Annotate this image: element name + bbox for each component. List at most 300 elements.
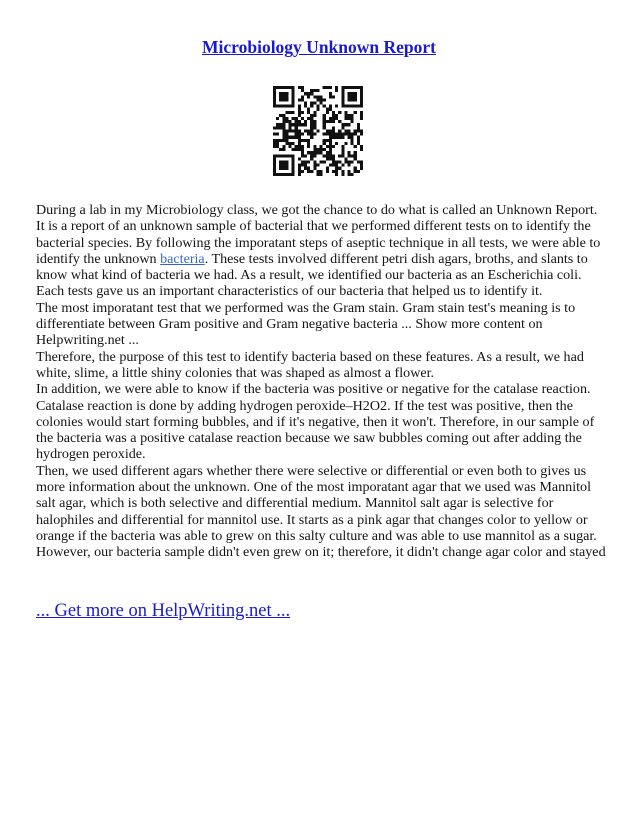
qr-module	[282, 95, 285, 98]
qr-module	[301, 154, 304, 157]
qr-module	[307, 170, 310, 173]
qr-module	[301, 98, 304, 101]
qr-module	[282, 123, 285, 126]
qr-module	[279, 114, 282, 117]
qr-module	[360, 160, 363, 163]
qr-module	[289, 173, 292, 176]
qr-module	[310, 129, 313, 132]
qr-module	[292, 136, 295, 139]
qr-module	[354, 151, 357, 154]
qr-module	[351, 95, 354, 98]
qr-module	[326, 120, 329, 123]
qr-module	[335, 170, 338, 173]
qr-module	[282, 164, 285, 167]
qr-module	[326, 157, 329, 160]
qr-module	[354, 129, 357, 132]
qr-module	[338, 129, 341, 132]
qr-module	[282, 86, 285, 89]
qr-module	[360, 145, 363, 148]
qr-module	[310, 154, 313, 157]
qr-module	[304, 164, 307, 167]
qr-module	[360, 98, 363, 101]
qr-module	[276, 133, 279, 136]
qr-module	[316, 129, 319, 132]
qr-module	[326, 86, 329, 89]
qr-module	[295, 123, 298, 126]
qr-module	[313, 89, 316, 92]
qr-module	[301, 133, 304, 136]
qr-module	[347, 151, 350, 154]
qr-module	[360, 148, 363, 151]
qr-module	[341, 136, 344, 139]
qr-module	[304, 120, 307, 123]
qr-module	[282, 114, 285, 117]
qr-module	[332, 154, 335, 157]
qr-module	[344, 157, 347, 160]
qr-module	[307, 145, 310, 148]
qr-module	[316, 108, 319, 111]
qr-module	[276, 105, 279, 108]
qr-module	[347, 170, 350, 173]
qr-module	[351, 120, 354, 123]
qr-module	[329, 148, 332, 151]
qr-module	[295, 117, 298, 120]
qr-module	[338, 154, 341, 157]
report-body	[36, 202, 606, 561]
qr-module	[292, 95, 295, 98]
qr-module	[332, 136, 335, 139]
qr-module	[329, 105, 332, 108]
qr-module	[323, 120, 326, 123]
qr-module	[354, 98, 357, 101]
paragraph-purpose: Therefore, the purpose of this test to identify bacteria based on these features. As a result, we had white, slime, a little shiny colonies that was shaped as almost a flower.	[36, 348, 584, 381]
qr-module	[276, 126, 279, 129]
qr-module	[323, 105, 326, 108]
qr-module	[310, 89, 313, 92]
qr-module	[273, 139, 276, 142]
qr-module	[292, 86, 295, 89]
qr-module	[320, 95, 323, 98]
qr-module	[351, 98, 354, 101]
qr-module	[354, 95, 357, 98]
qr-module	[298, 164, 301, 167]
qr-module	[313, 145, 316, 148]
qr-module	[292, 92, 295, 95]
qr-module	[341, 126, 344, 129]
qr-module	[282, 148, 285, 151]
qr-module	[360, 102, 363, 105]
qr-module	[344, 86, 347, 89]
qr-module	[347, 133, 350, 136]
qr-module	[289, 120, 292, 123]
qr-module	[304, 102, 307, 105]
qr-module	[289, 126, 292, 129]
qr-module	[285, 139, 288, 142]
qr-module	[304, 105, 307, 108]
qr-module	[329, 129, 332, 132]
qr-module	[323, 123, 326, 126]
qr-module	[282, 129, 285, 132]
qr-module	[354, 167, 357, 170]
qr-module	[357, 142, 360, 145]
qr-module	[360, 133, 363, 136]
qr-module	[295, 148, 298, 151]
qr-module	[347, 154, 350, 157]
qr-module	[285, 133, 288, 136]
qr-module	[357, 160, 360, 163]
qr-module	[332, 117, 335, 120]
qr-module	[276, 154, 279, 157]
qr-module	[338, 120, 341, 123]
qr-module	[360, 95, 363, 98]
qr-module	[298, 98, 301, 101]
qr-module	[313, 123, 316, 126]
qr-module	[341, 170, 344, 173]
qr-module	[347, 123, 350, 126]
qr-module	[285, 154, 288, 157]
qr-module	[320, 151, 323, 154]
qr-module	[360, 117, 363, 120]
qr-module	[347, 86, 350, 89]
qr-module	[351, 86, 354, 89]
qr-module	[323, 142, 326, 145]
qr-module	[289, 86, 292, 89]
qr-module	[301, 151, 304, 154]
qr-module	[351, 114, 354, 117]
qr-module	[282, 120, 285, 123]
qr-module	[326, 139, 329, 142]
qr-module	[347, 114, 350, 117]
qr-module	[335, 167, 338, 170]
qr-module	[301, 139, 304, 142]
qr-module	[292, 148, 295, 151]
qr-module	[338, 160, 341, 163]
qr-module	[307, 167, 310, 170]
qr-module	[351, 105, 354, 108]
qr-module	[289, 105, 292, 108]
qr-module	[316, 151, 319, 154]
qr-module	[292, 170, 295, 173]
qr-module	[360, 114, 363, 117]
qr-module	[323, 117, 326, 120]
qr-module	[307, 95, 310, 98]
qr-module	[341, 154, 344, 157]
qr-module	[279, 139, 282, 142]
qr-module	[298, 86, 301, 89]
qr-module	[347, 105, 350, 108]
qr-module	[292, 160, 295, 163]
qr-module	[351, 133, 354, 136]
qr-module	[316, 105, 319, 108]
qr-module	[338, 111, 341, 114]
qr-module	[313, 167, 316, 170]
qr-module	[329, 151, 332, 154]
qr-module	[332, 160, 335, 163]
qr-module	[344, 111, 347, 114]
qr-module	[292, 173, 295, 176]
qr-module	[347, 95, 350, 98]
qr-module	[341, 123, 344, 126]
qr-module	[357, 129, 360, 132]
qr-module	[273, 133, 276, 136]
get-more-container	[36, 600, 290, 622]
qr-module	[292, 89, 295, 92]
qr-module	[347, 117, 350, 120]
qr-module	[347, 164, 350, 167]
qr-module	[276, 145, 279, 148]
qr-module	[282, 133, 285, 136]
qr-module	[351, 160, 354, 163]
qr-module	[276, 86, 279, 89]
qr-module	[310, 120, 313, 123]
qr-module	[276, 117, 279, 120]
qr-module	[354, 111, 357, 114]
qr-module	[323, 114, 326, 117]
qr-module	[323, 160, 326, 163]
qr-module	[273, 154, 276, 157]
qr-module	[304, 167, 307, 170]
get-more-link[interactable]: ... Get more on HelpWriting.net ...	[36, 601, 291, 621]
paragraph-agars: Then, we used different agars whether there were selective or differential or even both to gives us more information about the unknown. One of the most imporatant agar that we used was Mannitol salt agar, which is both selective and differential medium. Mannitol salt agar is selective for halophiles and differential for mannitol use. It starts as a pink agar that changes color to yellow or orange if the bacteria was able to grew on this salty culture and was able to use mannitol as a sugar. However, our bacteria sample didn't even grew on it; therefore, it didn't change agar color and stayed	[36, 462, 606, 561]
qr-module	[313, 114, 316, 117]
qr-module	[344, 142, 347, 145]
qr-module	[276, 142, 279, 145]
qr-module	[310, 126, 313, 129]
qr-module	[292, 111, 295, 114]
qr-module	[323, 148, 326, 151]
qr-module	[282, 173, 285, 176]
qr-module	[289, 142, 292, 145]
qr-module	[332, 133, 335, 136]
qr-module	[282, 154, 285, 157]
qr-module	[298, 136, 301, 139]
qr-module	[313, 133, 316, 136]
qr-module	[354, 157, 357, 160]
qr-module	[326, 129, 329, 132]
qr-module	[326, 151, 329, 154]
qr-module	[304, 154, 307, 157]
qr-module	[273, 157, 276, 160]
qr-module	[310, 92, 313, 95]
qr-module	[354, 133, 357, 136]
qr-module	[351, 154, 354, 157]
qr-module	[341, 95, 344, 98]
qr-module	[329, 164, 332, 167]
qr-module	[304, 139, 307, 142]
qr-module	[273, 98, 276, 101]
qr-module	[310, 123, 313, 126]
qr-module	[273, 89, 276, 92]
qr-module	[341, 145, 344, 148]
qr-module	[307, 111, 310, 114]
qr-module	[329, 108, 332, 111]
qr-module	[285, 98, 288, 101]
qr-module	[329, 154, 332, 157]
qr-module	[289, 145, 292, 148]
qr-module	[329, 136, 332, 139]
qr-module	[310, 151, 313, 154]
qr-module	[320, 98, 323, 101]
qr-module	[329, 92, 332, 95]
document-title-link[interactable]: Microbiology Unknown Report	[202, 37, 436, 57]
qr-module	[301, 111, 304, 114]
qr-module	[292, 129, 295, 132]
qr-module	[298, 167, 301, 170]
qr-module	[313, 164, 316, 167]
qr-module	[273, 167, 276, 170]
qr-module	[273, 170, 276, 173]
qr-module	[279, 98, 282, 101]
qr-module	[351, 117, 354, 120]
qr-module	[341, 151, 344, 154]
qr-module	[332, 145, 335, 148]
qr-module	[279, 164, 282, 167]
qr-module	[298, 120, 301, 123]
qr-module	[335, 160, 338, 163]
qr-module	[357, 105, 360, 108]
qr-module	[344, 129, 347, 132]
qr-module	[326, 108, 329, 111]
qr-module	[307, 108, 310, 111]
qr-module	[285, 86, 288, 89]
qr-module	[347, 98, 350, 101]
qr-module	[332, 114, 335, 117]
qr-module	[332, 170, 335, 173]
qr-module	[301, 95, 304, 98]
qr-module	[279, 95, 282, 98]
qr-module	[273, 92, 276, 95]
qr-module	[285, 136, 288, 139]
qr-module	[279, 154, 282, 157]
qr-module	[298, 133, 301, 136]
paragraph-intro-text-2: . These tests involved different petri dish agars, broths, and slants to know what kind of bacteria we had. As a result, we identified our bacteria as an Escherichia coli. Each tests gave us an important characteristics of our bacteria that helped us to identify it.	[36, 250, 588, 300]
qr-module	[326, 167, 329, 170]
qr-module	[360, 164, 363, 167]
qr-module	[279, 126, 282, 129]
qr-module	[301, 160, 304, 163]
qr-module	[285, 95, 288, 98]
qr-module	[332, 157, 335, 160]
qr-module	[276, 123, 279, 126]
qr-module	[335, 117, 338, 120]
qr-module	[298, 173, 301, 176]
qr-module	[282, 117, 285, 120]
qr-module	[332, 120, 335, 123]
qr-module	[273, 142, 276, 145]
qr-module	[329, 139, 332, 142]
qr-module	[310, 102, 313, 105]
qr-module	[347, 92, 350, 95]
qr-module	[335, 164, 338, 167]
qr-module	[289, 136, 292, 139]
qr-module	[279, 173, 282, 176]
qr-module	[316, 98, 319, 101]
qr-module	[326, 154, 329, 157]
qr-module	[329, 86, 332, 89]
qr-module	[344, 123, 347, 126]
qr-module	[341, 102, 344, 105]
qr-module	[344, 114, 347, 117]
qr-module	[282, 126, 285, 129]
qr-module	[320, 145, 323, 148]
qr-module	[332, 129, 335, 132]
qr-module	[282, 145, 285, 148]
qr-module	[298, 123, 301, 126]
qr-module	[307, 117, 310, 120]
qr-module	[310, 136, 313, 139]
document-title-container	[0, 37, 638, 57]
qr-module	[332, 126, 335, 129]
qr-module	[273, 86, 276, 89]
qr-module	[323, 154, 326, 157]
qr-module	[326, 170, 329, 173]
qr-module	[285, 111, 288, 114]
qr-module	[329, 95, 332, 98]
qr-module	[326, 133, 329, 136]
qr-module	[329, 157, 332, 160]
qr-module	[285, 164, 288, 167]
qr-module	[301, 117, 304, 120]
qr-module	[292, 167, 295, 170]
qr-module	[323, 139, 326, 142]
qr-module	[320, 170, 323, 173]
qr-module	[292, 102, 295, 105]
qr-module	[282, 139, 285, 142]
qr-module	[329, 117, 332, 120]
qr-module	[354, 170, 357, 173]
qr-module	[282, 92, 285, 95]
qr-module	[292, 154, 295, 157]
qr-module	[301, 89, 304, 92]
qr-module	[289, 111, 292, 114]
qr-module	[316, 173, 319, 176]
qr-module	[360, 105, 363, 108]
qr-module	[329, 145, 332, 148]
qr-module	[307, 160, 310, 163]
qr-module	[273, 173, 276, 176]
qr-module	[301, 123, 304, 126]
qr-module	[354, 105, 357, 108]
qr-module	[298, 157, 301, 160]
qr-module	[313, 120, 316, 123]
qr-module	[341, 133, 344, 136]
qr-module	[304, 123, 307, 126]
qr-module	[298, 139, 301, 142]
qr-module	[351, 139, 354, 142]
qr-module	[332, 164, 335, 167]
qr-module	[335, 133, 338, 136]
qr-module	[323, 133, 326, 136]
qr-module	[320, 160, 323, 163]
qr-module	[320, 102, 323, 105]
qr-module	[285, 120, 288, 123]
qr-module	[347, 129, 350, 132]
qr-module	[295, 126, 298, 129]
qr-module	[279, 86, 282, 89]
qr-module	[323, 126, 326, 129]
qr-module	[360, 92, 363, 95]
qr-module	[313, 148, 316, 151]
paragraph-intro	[36, 202, 606, 300]
qr-module	[329, 133, 332, 136]
qr-module	[351, 92, 354, 95]
qr-module	[360, 89, 363, 92]
bacteria-link[interactable]: bacteria	[160, 250, 205, 267]
qr-module	[282, 98, 285, 101]
qr-module	[273, 126, 276, 129]
qr-module	[310, 117, 313, 120]
qr-module	[295, 145, 298, 148]
